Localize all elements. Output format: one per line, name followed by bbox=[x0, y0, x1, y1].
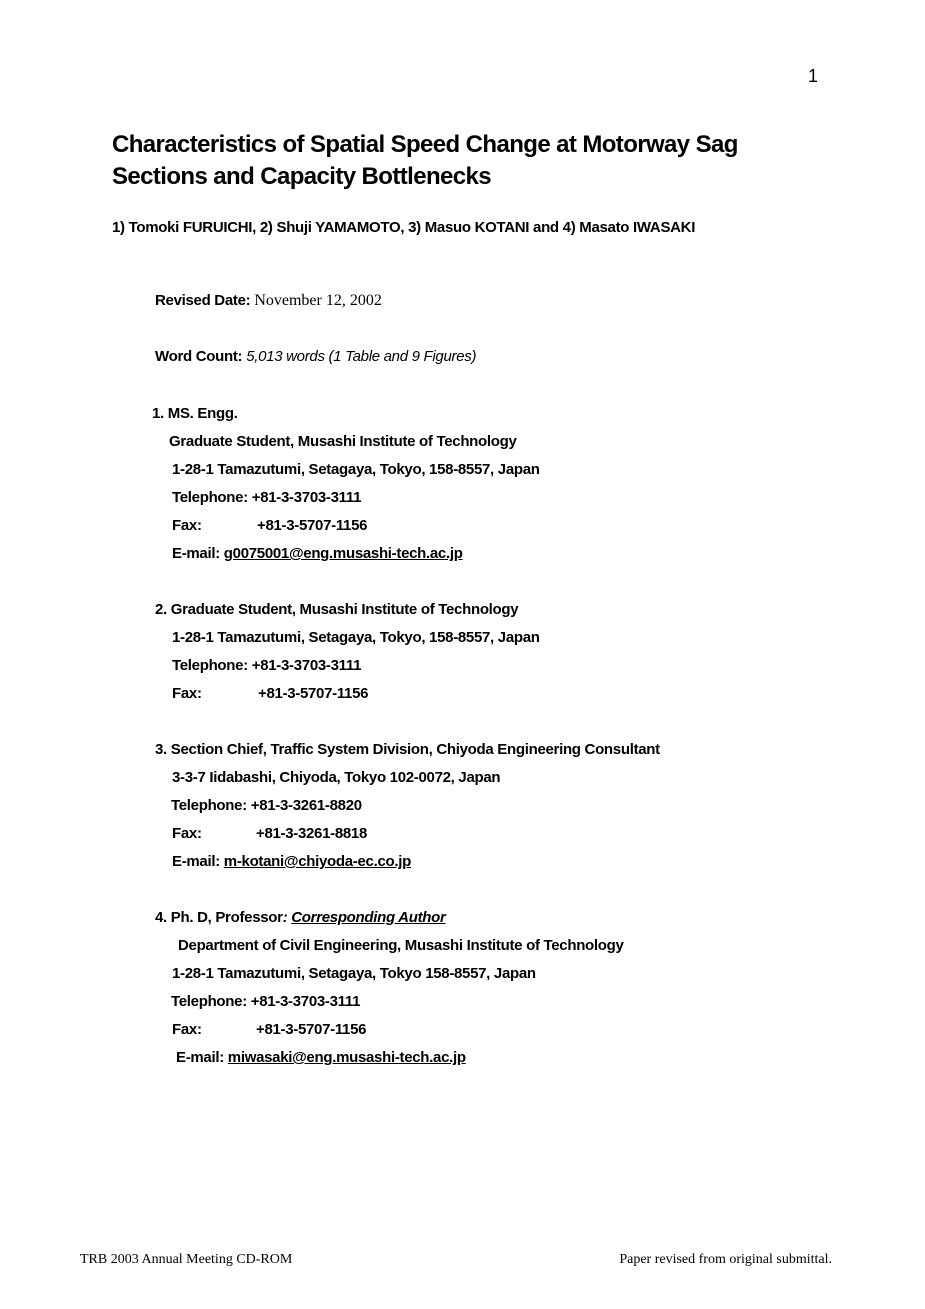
affiliation-1-address: 1-28-1 Tamazutumi, Setagaya, Tokyo, 158-8557, Japan bbox=[172, 461, 540, 478]
revised-date-label: Revised Date: bbox=[155, 292, 251, 309]
revised-date-value: November 12, 2002 bbox=[254, 292, 382, 309]
telephone-value: +81-3-3261-8820 bbox=[250, 797, 362, 814]
email-label: E-mail: bbox=[176, 1049, 224, 1066]
telephone-label: Telephone: bbox=[171, 993, 247, 1010]
fax-label: Fax: bbox=[172, 517, 202, 534]
fax-value: +81-3-5707-1156 bbox=[256, 1021, 367, 1038]
affiliation-1-organization: Graduate Student, Musashi Institute of Technology bbox=[169, 433, 517, 450]
affiliation-3-heading: 3. Section Chief, Traffic System Division, Chiyoda Engineering Consultant bbox=[155, 741, 660, 758]
telephone-label: Telephone: bbox=[172, 657, 248, 674]
author-list: 1) Tomoki FURUICHI, 2) Shuji YAMAMOTO, 3) Masuo KOTANI and 4) Masato IWASAKI bbox=[112, 219, 696, 236]
telephone-value: +81-3-3703-3111 bbox=[251, 489, 362, 506]
footer-right: Paper revised from original submittal. bbox=[619, 1252, 832, 1267]
telephone-value: +81-3-3703-3111 bbox=[251, 657, 362, 674]
paper-title bbox=[112, 129, 738, 193]
affiliation-4-organization: Department of Civil Engineering, Musashi Institute of Technology bbox=[178, 937, 624, 954]
fax-value: +81-3-3261-8818 bbox=[256, 825, 368, 842]
email-label: E-mail: bbox=[172, 853, 220, 870]
affiliation-1-email bbox=[172, 545, 463, 562]
affiliation-4-title: 4. Ph. D, Professor bbox=[155, 909, 283, 926]
affiliation-2-address: 1-28-1 Tamazutumi, Setagaya, Tokyo, 158-8557, Japan bbox=[172, 629, 540, 646]
affiliation-3-email bbox=[172, 853, 411, 870]
telephone-label: Telephone: bbox=[172, 489, 248, 506]
title-line-2: Sections and Capacity Bottlenecks bbox=[112, 163, 491, 190]
revised-date bbox=[155, 292, 382, 310]
fax-value: +81-3-5707-1156 bbox=[257, 517, 368, 534]
affiliation-2-fax bbox=[172, 685, 472, 702]
affiliation-3-address: 3-3-7 Iidabashi, Chiyoda, Tokyo 102-0072, Japan bbox=[172, 769, 501, 786]
fax-label: Fax: bbox=[172, 1021, 202, 1038]
affiliation-4-heading bbox=[155, 909, 446, 926]
fax-label: Fax: bbox=[172, 685, 202, 702]
affiliation-4-telephone bbox=[171, 993, 360, 1010]
affiliation-4-address: 1-28-1 Tamazutumi, Setagaya, Tokyo 158-8557, Japan bbox=[172, 965, 536, 982]
word-count-label: Word Count: bbox=[155, 348, 243, 365]
title-line-1: Characteristics of Spatial Speed Change at Motorway Sag bbox=[112, 131, 738, 158]
affiliation-2-heading: 2. Graduate Student, Musashi Institute of Technology bbox=[155, 601, 519, 618]
affiliation-4-email bbox=[176, 1049, 466, 1066]
corresponding-author-label: Corresponding Author bbox=[291, 909, 446, 926]
email-link[interactable]: g0075001@eng.musashi-tech.ac.jp bbox=[223, 545, 463, 562]
fax-value: +81-3-5707-1156 bbox=[258, 685, 369, 702]
affiliation-4-fax bbox=[172, 1021, 472, 1038]
affiliation-3-telephone bbox=[171, 797, 362, 814]
page-number: 1 bbox=[808, 66, 819, 86]
affiliation-2-telephone bbox=[172, 657, 361, 674]
fax-label: Fax: bbox=[172, 825, 202, 842]
word-count bbox=[155, 348, 476, 366]
affiliation-1-fax bbox=[172, 517, 472, 534]
telephone-label: Telephone: bbox=[171, 797, 247, 814]
heading-separator: : bbox=[282, 909, 292, 926]
word-count-value: 5,013 words (1 Table and 9 Figures) bbox=[246, 348, 477, 365]
affiliation-1-heading: 1. MS. Engg. bbox=[152, 405, 238, 422]
email-link[interactable]: miwasaki@eng.musashi-tech.ac.jp bbox=[227, 1049, 466, 1066]
email-label: E-mail: bbox=[172, 545, 220, 562]
footer-left: TRB 2003 Annual Meeting CD-ROM bbox=[80, 1252, 293, 1267]
telephone-value: +81-3-3703-3111 bbox=[250, 993, 361, 1010]
affiliation-3-fax bbox=[172, 825, 472, 842]
email-link[interactable]: m-kotani@chiyoda-ec.co.jp bbox=[223, 853, 411, 870]
affiliation-1-telephone bbox=[172, 489, 361, 506]
